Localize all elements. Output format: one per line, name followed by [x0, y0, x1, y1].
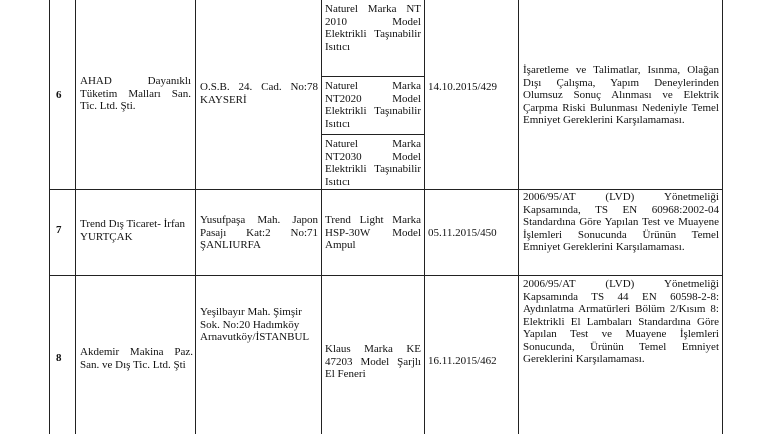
row-number: 7 — [56, 223, 62, 236]
product-name: Trend Light Marka HSP-30W Model Ampul — [325, 214, 421, 251]
row-number: 8 — [56, 351, 62, 364]
company-name: AHAD Dayanıklı Tüketim Malları San. Tic. Ltd. Şti. — [80, 75, 191, 112]
product-name: Naturel Marka NT2030 Model Elektrikli Taşınabilir Isıtıcı — [325, 138, 421, 188]
reason-text: İşaretleme ve Talimatlar, Isınma, Olağan Dışı Çalışma, Yapım Deneylerinden Olumsuz Sonuç Alınması ve Elektrik Çarpma Riski Bulunması Nedeniyle Temel Emniyet Gereklerini Karşılamaması. — [523, 64, 719, 126]
product-name: Naturel Marka NT 2010 Model Elektrikli Taşınabilir Isıtıcı — [325, 3, 421, 53]
product-name: Naturel Marka NT2020 Model Elektrikli Taşınabilir Isıtıcı — [325, 80, 421, 130]
company-address: O.S.B. 24. Cad. No:78 KAYSERİ — [200, 81, 318, 106]
company-name: Trend Dış Ticaret- İrfan YURTÇAK — [80, 218, 185, 243]
decision-date-ref: 05.11.2015/450 — [428, 227, 497, 239]
reason-text: 2006/95/AT (LVD) Yönetmeliği Kapsamında TS 44 EN 60598-2-8: Aydınlatma Armatürleri Bölüm 2/Kısım 8: Elektrikli El Lambaları Standardına Göre Yapılan Test ve Muayene İşlemleri Sonucunda, Ürünün Temel Emniyet Gereklerini Karşılamaması. — [523, 278, 719, 365]
company-name: Akdemir Makina Paz. San. ve Dış Tic. Ltd. Şti — [80, 346, 193, 371]
decision-date-ref: 14.10.2015/429 — [428, 81, 498, 93]
company-address: Yusufpaşa Mah. Japon Pasajı Kat:2 No:71 ŞANLIURFA — [200, 214, 318, 251]
reason-text: 2006/95/AT (LVD) Yönetmeliği Kapsamında, TS EN 60968:2002-04 Standardına Göre Yapılan Test ve Muayene İşlemleri Sonucunda Ürünün Temel Emniyet Gereklerini Karşılamaması. — [523, 191, 719, 253]
row-number: 6 — [56, 88, 62, 101]
decision-date-ref: 16.11.2015/462 — [428, 355, 497, 367]
product-name: Klaus Marka KE 47203 Model Şarjlı El Feneri — [325, 343, 421, 380]
company-address: Yeşilbayır Mah. Şimşir Sok. No:20 Hadımköy Arnavutköy/İSTANBUL — [200, 306, 310, 343]
